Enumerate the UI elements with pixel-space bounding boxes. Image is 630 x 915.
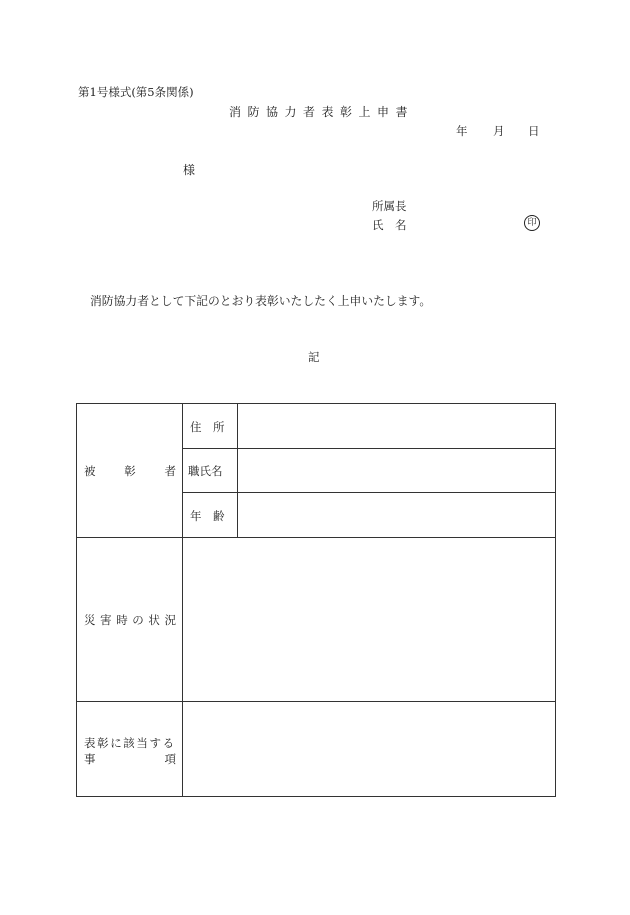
recipient-label: 被 彰 者	[84, 464, 176, 478]
award-label-line1: 表彰に該当する	[84, 736, 176, 750]
age-label: 年 齢	[190, 509, 225, 523]
award-field[interactable]	[184, 703, 554, 795]
date-year: 年	[456, 124, 468, 138]
address-label: 住 所	[190, 420, 225, 434]
date-month: 月	[493, 124, 505, 138]
record-heading: 記	[308, 350, 320, 364]
age-field[interactable]	[239, 494, 553, 536]
occupation-name-field[interactable]	[239, 450, 553, 491]
body-text: 消防協力者として下記のとおり表彰いたしたく上申いたします。	[90, 294, 432, 308]
situation-field[interactable]	[184, 539, 554, 700]
form-number: 第1号様式(第5条関係)	[78, 85, 194, 99]
addressee-suffix: 様	[183, 163, 196, 177]
date-day: 日	[528, 124, 540, 138]
document-title: 消防協力者表彰上申書	[229, 105, 415, 119]
address-field[interactable]	[239, 405, 553, 447]
occupation-name-label: 職氏名	[188, 464, 223, 478]
applicant-name-label: 氏 名	[372, 218, 407, 232]
details-table	[76, 403, 556, 797]
seal-mark: 印	[524, 215, 540, 231]
applicant-title-label: 所属長	[372, 199, 407, 213]
situation-label: 災 害 時 の 状 況	[84, 613, 176, 627]
award-label-line2: 事 項	[84, 752, 176, 766]
